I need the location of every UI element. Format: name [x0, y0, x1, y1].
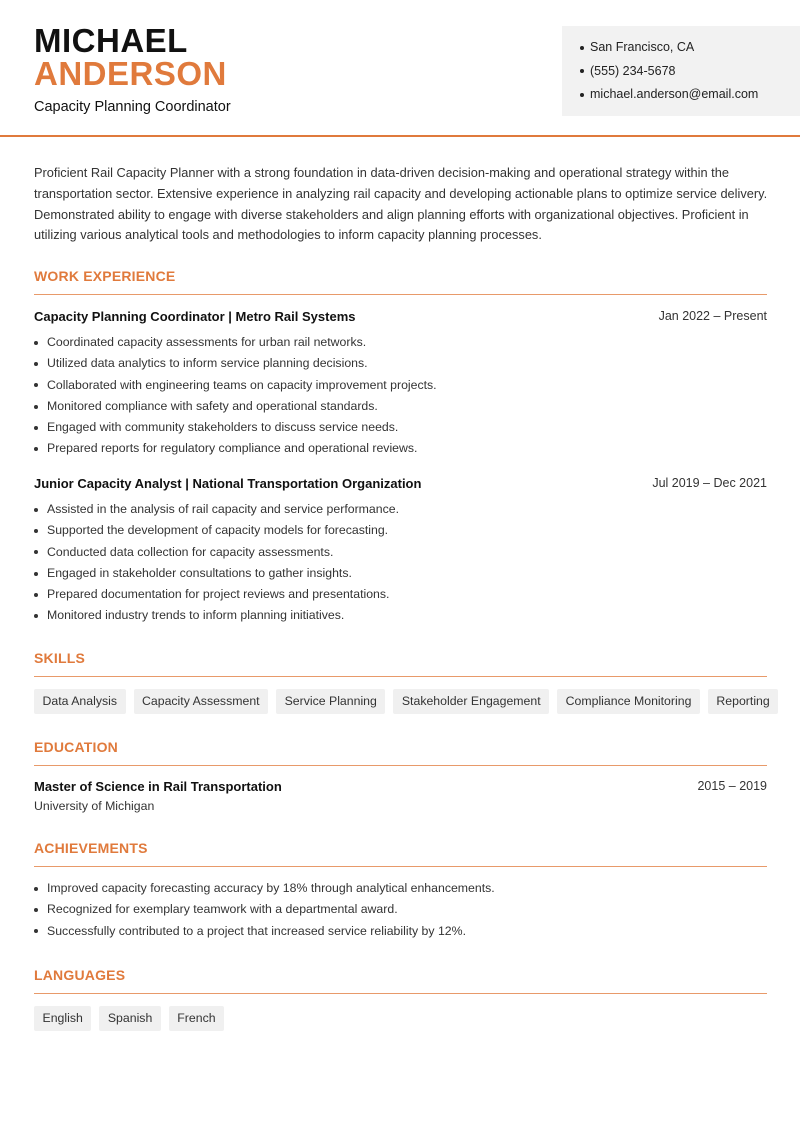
bullet-text: Prepared reports for regulatory compliance and operational reviews. [47, 441, 418, 456]
section-divider [34, 676, 767, 677]
bullet-icon [34, 447, 38, 451]
list-item [34, 375, 767, 396]
degree-title: Master of Science in Rail Transportation [34, 779, 282, 794]
language-chip: French [169, 1006, 224, 1031]
education-header [34, 779, 767, 797]
bullet-text: Engaged with community stakeholders to discuss service needs. [47, 420, 399, 435]
skills-list [34, 689, 778, 714]
phone-text: (555) 234-5678 [590, 63, 676, 78]
section-title-languages: LANGUAGES [34, 967, 126, 983]
bullet-icon [34, 362, 38, 366]
job-dates: Jul 2019 – Dec 2021 [652, 476, 767, 490]
bullet-text: Conducted data collection for capacity assessments. [47, 544, 334, 559]
job-role: Junior Capacity Analyst | National Transportation Organization [34, 476, 422, 491]
summary-paragraph: Proficient Rail Capacity Planner with a strong foundation in data-driven decision-making and operational strategy within the transportation sector. Extensive experience in analyzing rail capacity and developing actionable plans to optimize service delivery. Demonstrated ability to engage with diverse stakeholders and align planning efforts with organizational objectives. Proficient in utilizing various analytical tools and methodologies to inform capacity planning processes. [34, 165, 768, 243]
first-name: MICHAEL [34, 22, 188, 59]
list-item [34, 332, 767, 353]
bullet-icon [34, 341, 38, 345]
contact-phone [580, 60, 800, 84]
bullet-icon [34, 550, 38, 554]
languages-list [34, 1006, 224, 1031]
skill-chip: Service Planning [276, 689, 385, 714]
section-divider [34, 993, 767, 994]
bullet-text: Recognized for exemplary teamwork with a departmental award. [47, 902, 398, 917]
skill-chip: Reporting [708, 689, 778, 714]
bullet-icon [34, 405, 38, 409]
section-divider [34, 866, 767, 867]
bullet-icon [34, 887, 38, 891]
bullet-text: Monitored industry trends to inform planning initiatives. [47, 608, 345, 623]
list-item [34, 438, 767, 459]
skill-chip: Capacity Assessment [134, 689, 269, 714]
school-name: University of Michigan [34, 799, 155, 813]
bullet-icon [34, 929, 38, 933]
bullet-text: Collaborated with engineering teams on capacity improvement projects. [47, 377, 437, 392]
list-item [34, 878, 767, 899]
section-title-achievements: ACHIEVEMENTS [34, 840, 148, 856]
contact-email [580, 83, 800, 107]
list-item [34, 899, 767, 920]
job-role: Capacity Planning Coordinator | Metro Rail Systems [34, 309, 356, 324]
section-divider [34, 294, 767, 295]
bullet-icon [34, 529, 38, 533]
job-bullets [34, 499, 767, 627]
bullet-text: Monitored compliance with safety and operational standards. [47, 398, 378, 413]
list-item [34, 499, 767, 520]
bullet-icon [34, 593, 38, 597]
bullet-icon [580, 93, 584, 97]
bullet-text: Prepared documentation for project reviews and presentations. [47, 587, 390, 602]
list-item [34, 396, 767, 417]
contact-box [562, 26, 800, 116]
bullet-text: Engaged in stakeholder consultations to gather insights. [47, 565, 352, 580]
section-divider [34, 765, 767, 766]
job-title: Capacity Planning Coordinator [34, 99, 231, 115]
list-item [34, 542, 767, 563]
achievements-list [34, 878, 767, 942]
list-item [34, 520, 767, 541]
last-name: ANDERSON [34, 55, 227, 92]
skill-chip: Compliance Monitoring [557, 689, 700, 714]
list-item [34, 605, 767, 626]
job-header [34, 309, 767, 327]
bullet-text: Successfully contributed to a project that increased service reliability by 12%. [47, 923, 466, 938]
section-title-education: EDUCATION [34, 739, 118, 755]
list-item [34, 563, 767, 584]
skill-chip: Data Analysis [34, 689, 126, 714]
resume-header [0, 0, 800, 137]
bullet-icon [580, 46, 584, 50]
bullet-text: Improved capacity forecasting accuracy by 18% through analytical enhancements. [47, 881, 495, 895]
bullet-text: Supported the development of capacity models for forecasting. [47, 523, 389, 538]
job-dates: Jan 2022 – Present [658, 309, 767, 323]
bullet-icon [34, 908, 38, 912]
bullet-text: Assisted in the analysis of rail capacity and service performance. [47, 502, 399, 516]
list-item [34, 921, 767, 942]
list-item [34, 584, 767, 605]
job-header [34, 476, 767, 494]
list-item [34, 417, 767, 438]
list-item [34, 353, 767, 374]
language-chip: Spanish [99, 1006, 160, 1031]
bullet-icon [580, 69, 584, 73]
language-chip: English [34, 1006, 91, 1031]
contact-location [580, 36, 800, 60]
bullet-icon [34, 508, 38, 512]
email-text: michael.anderson@email.com [590, 87, 759, 101]
section-title-skills: SKILLS [34, 650, 85, 666]
skill-chip: Stakeholder Engagement [393, 689, 549, 714]
bullet-text: Coordinated capacity assessments for urban rail networks. [47, 335, 367, 349]
job-bullets [34, 332, 767, 460]
section-title-work: WORK EXPERIENCE [34, 268, 176, 284]
bullet-icon [34, 614, 38, 618]
location-text: San Francisco, CA [590, 40, 695, 54]
education-dates: 2015 – 2019 [697, 779, 767, 793]
bullet-icon [34, 426, 38, 430]
bullet-icon [34, 572, 38, 576]
bullet-text: Utilized data analytics to inform service planning decisions. [47, 356, 368, 371]
bullet-icon [34, 383, 38, 387]
